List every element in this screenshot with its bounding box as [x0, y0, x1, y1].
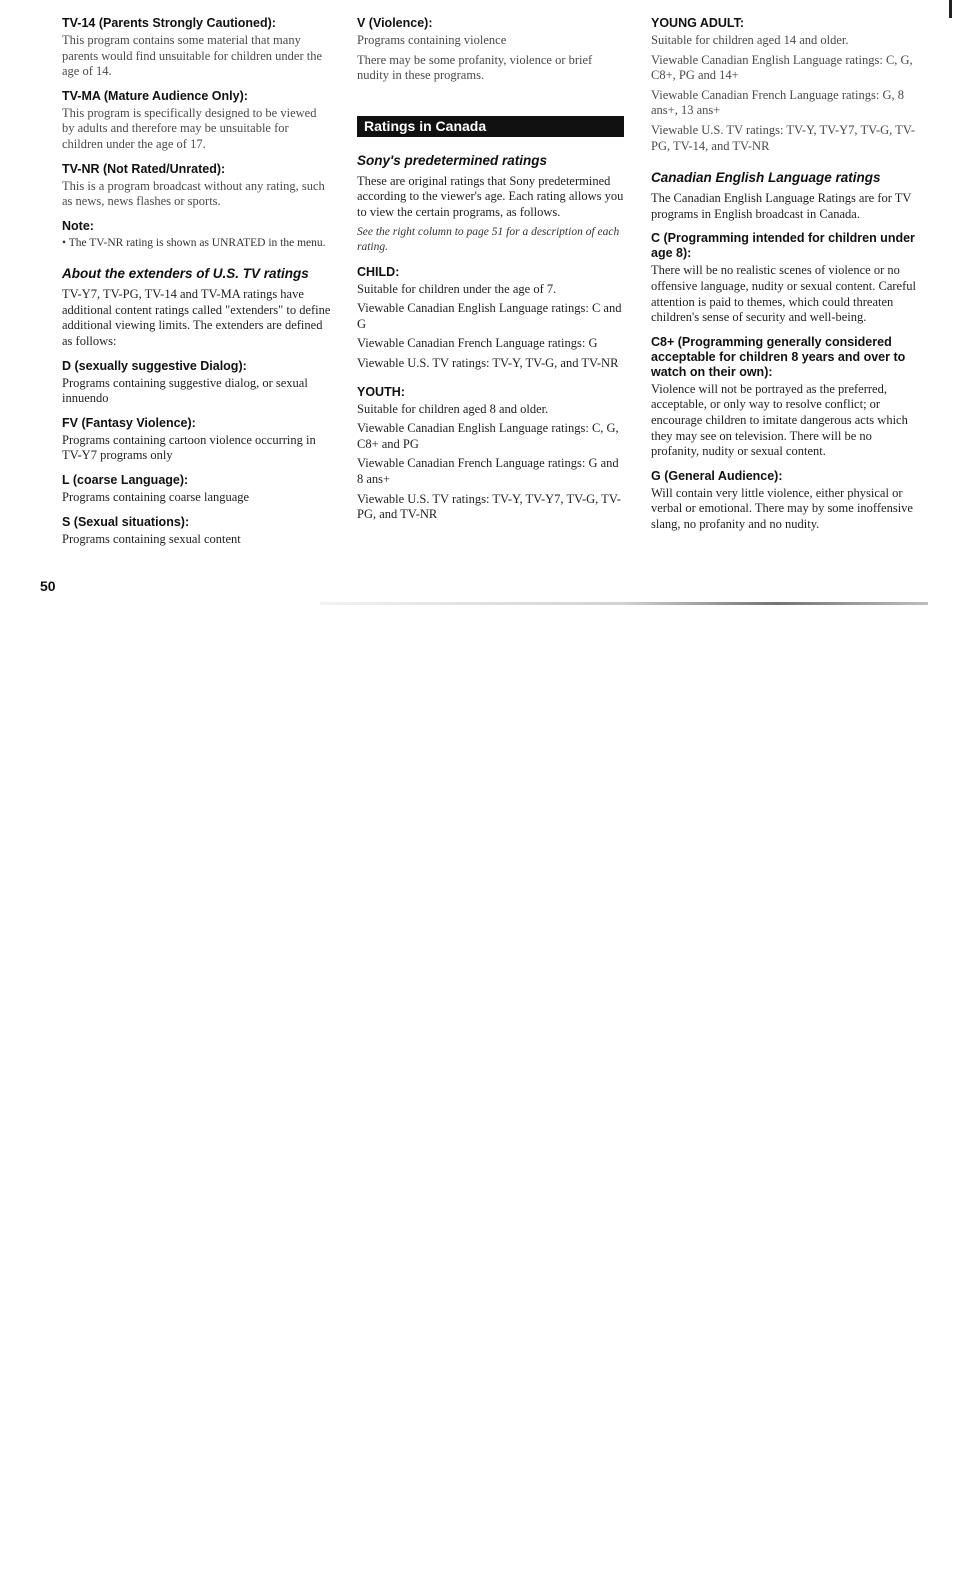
- v-heading: V (Violence):: [357, 16, 433, 30]
- page-number: 50: [40, 578, 56, 594]
- tvma-text: This program is specifically designed to be viewed by adults and therefore may be unsuitable for children under the age of 17.: [62, 105, 317, 151]
- sony-ratings-text: These are original ratings that Sony predetermined according to the viewer's age. Each rating allows you to view the certain programs, as follows.: [357, 173, 624, 219]
- v-text-2: There may be some profanity, violence or brief nudity in these programs.: [357, 52, 593, 83]
- c8-heading: C8+ (Programming generally considered acceptable for children 8 years and over to watch on their own):: [651, 334, 906, 379]
- column-right: [651, 16, 923, 536]
- c-heading: C (Programming intended for children under age 8):: [651, 231, 915, 261]
- edge-mark: [949, 0, 952, 18]
- tvnr-text: This is a program broadcast without any rating, such as news, news flashes or sports.: [62, 178, 325, 209]
- child-line-1: Suitable for children under the age of 7.: [357, 281, 557, 296]
- column-middle: [357, 16, 627, 527]
- child-line-4: Viewable U.S. TV ratings: TV-Y, TV-G, and TV-NR: [357, 355, 619, 370]
- young-adult-line-3: Viewable Canadian French Language ratings: G, 8 ans+, 13 ans+: [651, 87, 904, 118]
- section-title-bar: Ratings in Canada: [357, 116, 624, 137]
- c8-text: Violence will not be portrayed as the preferred, acceptable, or only way to resolve conflict; or encourage children to imitate dangerous acts which they may see on television. There will be no profanity, nudity or sexual content.: [651, 381, 908, 459]
- tv14-heading: TV-14 (Parents Strongly Cautioned):: [62, 16, 276, 30]
- child-line-3: Viewable Canadian French Language ratings: G: [357, 336, 598, 351]
- v-text: Programs containing violence: [357, 33, 507, 47]
- youth-line-1: Suitable for children aged 8 and older.: [357, 401, 549, 416]
- c-text: There will be no realistic scenes of violence or no offensive language, nudity or sexual content. Careful attention is paid to themes, which could threaten children's sense of security and well-being.: [651, 263, 916, 325]
- note-text: • The TV-NR rating is shown as UNRATED in the menu.: [62, 236, 326, 249]
- young-adult-line-4: Viewable U.S. TV ratings: TV-Y, TV-Y7, TV-G, TV-PG, TV-14, and TV-NR: [651, 122, 915, 153]
- tvnr-heading: TV-NR (Not Rated/Unrated):: [62, 161, 226, 176]
- sony-ratings-heading: Sony's predetermined ratings: [357, 152, 548, 168]
- tv14-text: This program contains some material that many parents would find unsuitable for children under the age of 14.: [62, 33, 322, 79]
- young-adult-line-1: Suitable for children aged 14 and older.: [651, 33, 849, 47]
- child-line-2: Viewable Canadian English Language ratings: C and G: [357, 301, 622, 331]
- g-heading: G (General Audience):: [651, 468, 783, 483]
- s-heading: S (Sexual situations):: [62, 514, 190, 529]
- tvma-heading: TV-MA (Mature Audience Only):: [62, 88, 248, 103]
- d-text: Programs containing suggestive dialog, or sexual innuendo: [62, 375, 308, 406]
- extenders-heading: About the extenders of U.S. TV ratings: [62, 266, 309, 282]
- youth-line-4: Viewable U.S. TV ratings: TV-Y, TV-Y7, TV-G, TV-PG, and TV-NR: [357, 491, 621, 522]
- young-adult-line-2: Viewable Canadian English Language ratings: C, G, C8+, PG and 14+: [651, 52, 913, 83]
- note-heading: Note:: [62, 218, 94, 233]
- scan-artifact-line: [320, 602, 928, 605]
- d-heading: D (sexually suggestive Dialog):: [62, 358, 247, 373]
- child-heading: CHILD:: [357, 264, 400, 279]
- s-text: Programs containing sexual content: [62, 531, 241, 546]
- g-text: Will contain very little violence, either physical or verbal or emotional. There may by some inoffensive slang, no profanity and no nudity.: [651, 485, 913, 531]
- extenders-text: TV-Y7, TV-PG, TV-14 and TV-MA ratings have additional content ratings called "extenders" to define additional viewing limits. The extenders are defined as follows:: [62, 287, 331, 349]
- youth-line-2: Viewable Canadian English Language ratings: C, G, C8+ and PG: [357, 421, 619, 451]
- youth-heading: YOUTH:: [357, 384, 405, 399]
- canadian-english-heading: Canadian English Language ratings: [651, 170, 881, 186]
- column-left: [62, 16, 332, 551]
- youth-line-3: Viewable Canadian French Language ratings: G and 8 ans+: [357, 456, 619, 486]
- sony-ratings-note: See the right column to page 51 for a description of each rating.: [357, 225, 620, 253]
- canadian-english-text: The Canadian English Language Ratings are for TV programs in English broadcast in Canada.: [651, 191, 912, 221]
- l-heading: L (coarse Language):: [62, 473, 189, 487]
- young-adult-heading: YOUNG ADULT:: [651, 16, 745, 30]
- l-text: Programs containing coarse language: [62, 490, 250, 504]
- fv-heading: FV (Fantasy Violence):: [62, 415, 196, 430]
- fv-text: Programs containing cartoon violence occurring in TV-Y7 programs only: [62, 432, 316, 463]
